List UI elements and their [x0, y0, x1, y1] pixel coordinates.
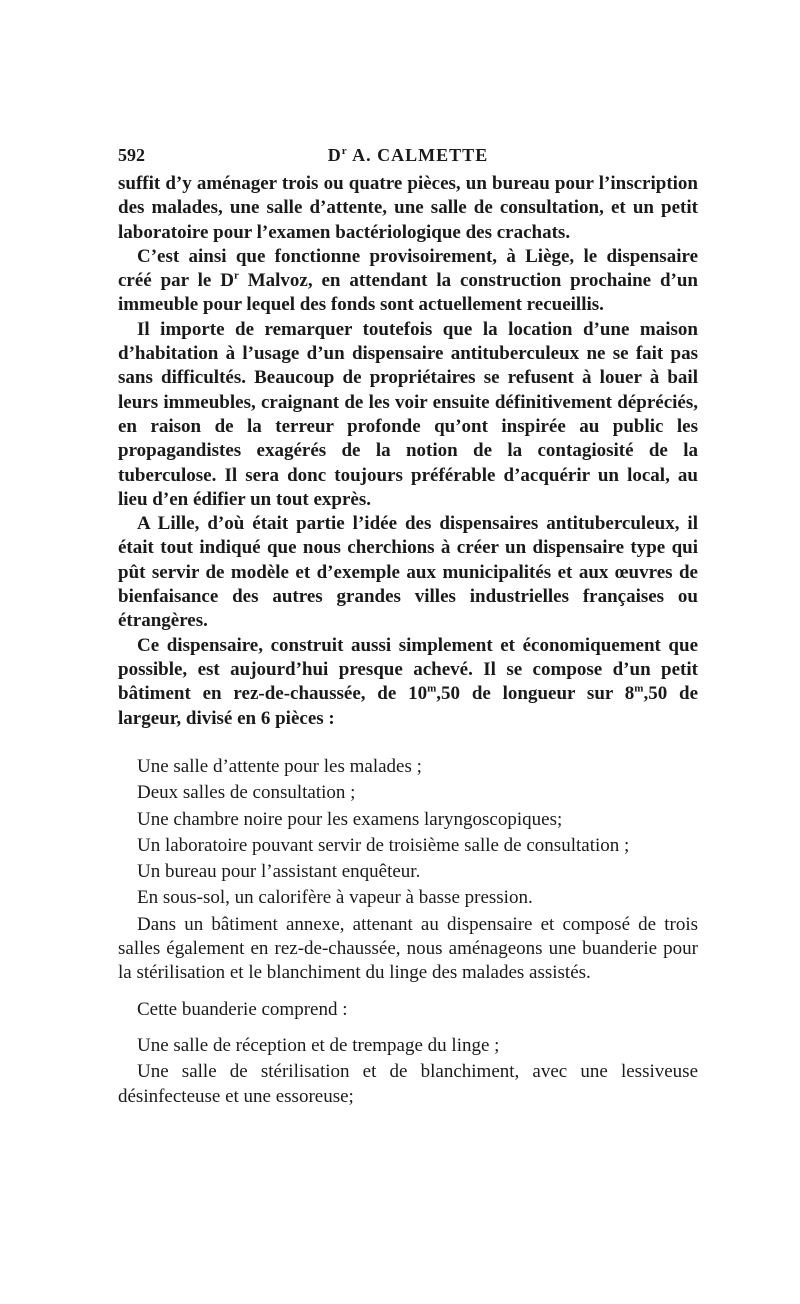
- paragraph-7: Cette buanderie comprend :: [137, 998, 348, 1020]
- list-item: Un bureau pour l’assistant enquêteur.: [137, 861, 421, 883]
- page-number: 592: [118, 145, 145, 165]
- running-head-sup: r: [341, 145, 348, 157]
- list-item: Deux salles de consultation ;: [137, 782, 356, 804]
- list-item: Une salle de stérilisation et de blanchiment, avec une lessiveuse désinfecteuse et une essoreuse;: [118, 1061, 698, 1107]
- paragraph-5-text-b: ,50 de longueur sur 8: [436, 683, 635, 705]
- paragraph-5-sup-1: m: [427, 682, 437, 695]
- paragraph-3: Il importe de remarquer toutefois que la location d’une maison d’habitation à l’usage d’un dispensaire antituberculeux ne se fait pas sans difficultés. Beaucoup de propriétaires se refusent à louer à bail leurs immeubles, craignant de les voir ensuite définitivement dépréciés, en raison de la terreur profonde qu’ont inspirée au public les propagandistes exagérés de la notion de la contagiosité de la tuberculose. Il sera donc toujours préférable d’acquérir un local, au lieu d’en édifier un tout exprès.: [118, 318, 698, 510]
- paragraph-2: [118, 245, 698, 318]
- paragraph-2-sup: r: [233, 269, 239, 282]
- paragraph-6: Dans un bâtiment annexe, attenant au dispensaire et composé de trois salles également en rez-de-chaussée, nous aménageons une buanderie pour la stérilisation et le blanchiment du linge des malades assistés.: [118, 913, 698, 984]
- paragraph-5: [118, 634, 698, 731]
- body-text: [118, 172, 698, 731]
- paragraph-2-text-b: Malvoz, en attendant la construction prochaine d’un immeuble pour lequel des fonds sont actuellement recueillis.: [118, 270, 698, 316]
- list-item: Une salle de réception et de trempage du linge ;: [137, 1034, 500, 1056]
- list-item: Une chambre noire pour les examens laryngoscopiques;: [137, 808, 563, 830]
- running-head-name: A. CALMETTE: [347, 145, 489, 165]
- paragraph-2-text-a: C’est ainsi que fonctionne provisoirement, à Liège, le dispensaire créé par le D: [118, 245, 698, 292]
- paragraph-5-text-c: ,50 de largeur, divisé en 6 pièces :: [118, 683, 698, 729]
- running-head-prefix: D: [327, 145, 342, 165]
- list-item: Un laboratoire pouvant servir de troisième salle de consultation ;: [137, 834, 630, 856]
- paragraph-4: A Lille, d’où était partie l’idée des dispensaires antituberculeux, il était tout indiqué que nous cherchions à créer un dispensaire type qui pût servir de modèle et d’exemple aux municipalités et aux œuvres de bienfaisance des autres grandes villes industrielles françaises ou étrangères.: [118, 513, 698, 632]
- running-head: [118, 143, 698, 167]
- list-item: En sous-sol, un calorifère à vapeur à basse pression.: [137, 887, 533, 909]
- body-text-lower: [118, 753, 698, 1109]
- list-item: Une salle d’attente pour les malades ;: [137, 756, 422, 777]
- paragraph-5-sup-2: m: [634, 682, 644, 695]
- paragraph-1: suffit d’y aménager trois ou quatre pièces, un bureau pour l’inscription des malades, une salle d’attente, une salle de consultation, et un petit laboratoire pour l’examen bactériologique des crachats.: [118, 173, 698, 243]
- paragraph-5-text-a: Ce dispensaire, construit aussi simplement et économiquement que possible, est aujourd’hui presque achevé. Il se compose d’un petit bâtiment en rez-de-chaussée, de 10: [118, 634, 698, 705]
